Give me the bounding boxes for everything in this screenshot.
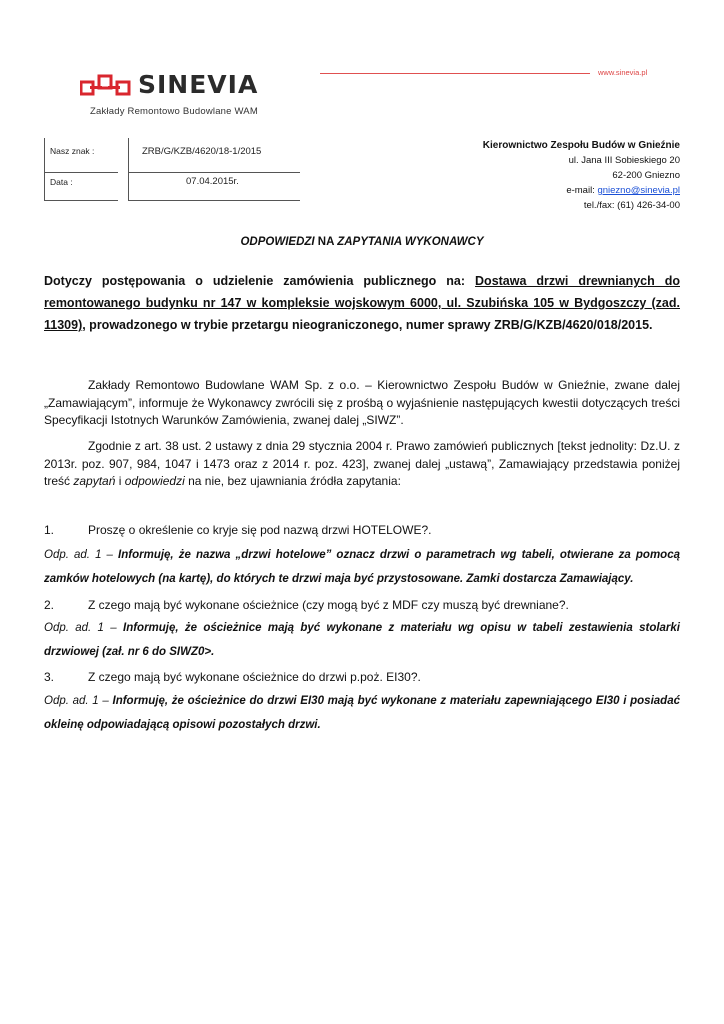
title-part: ZAPYTANIA WYKONAWCY — [337, 236, 484, 248]
question-number: 2. — [44, 598, 55, 612]
address-city: 62-200 Gniezno — [612, 170, 680, 181]
answer-prefix: Odp. ad. 1 – — [44, 622, 123, 634]
our-ref-value: ZRB/G/KZB/4620/18-1/2015 — [142, 146, 262, 157]
question-number: 1. — [44, 523, 55, 537]
legal-text: zapytań — [73, 474, 116, 488]
ref-table-rule — [128, 172, 300, 173]
legal-text: odpowiedzi — [124, 474, 185, 488]
question-text: Proszę o określenie co kryje się pod nazwą drzwi HOTELOWE?. — [88, 523, 432, 537]
ref-table-border-mid — [128, 138, 129, 200]
email-label: e-mail: — [566, 185, 598, 196]
question-item — [44, 597, 680, 614]
subject-rest: , prowadzonego w trybie przetargu nieograniczonego, numer sprawy ZRB/G/KZB/4620/018/2015. — [82, 318, 653, 332]
company-tagline: Zakłady Remontowo Budowlane WAM — [90, 106, 258, 117]
ref-table-border-left — [44, 138, 45, 200]
date-value: 07.04.2015r. — [186, 176, 239, 187]
answer-text: Informuję, że ościeżnice mają być wykonane z materiału wg opisu w tabeli zestawienia stolarki drzwiowej (zał. nr 6 do SIWZ0>. — [44, 622, 681, 658]
title-part: NA — [314, 236, 338, 248]
subject-title: Dostawa drzwi drewnianych do remontowanego budynku nr 147 w kompleksie wojskowym 6000, ul. Szubińska 105 w Bydgoszczy (zad. 11309) — [44, 274, 680, 332]
answer-item — [44, 616, 680, 664]
question-item — [44, 522, 680, 539]
question-item — [44, 669, 680, 686]
answer-prefix: Odp. ad. 1 – — [44, 695, 113, 707]
question-text: Z czego mają być wykonane ościeżnice do drzwi p.poż. EI30?. — [88, 670, 421, 684]
answer-text: Informuję, że nazwa „drzwi hotelowe” oznacz drzwi o parametrach wg tabeli, otwierane za pomocą zamków hotelowych (na kartę), do których te drzwi maja być przystosowane. Zamki dostarcza Zamawiający. — [44, 549, 680, 585]
ref-table-rule — [44, 200, 118, 201]
question-text: Z czego mają być wykonane ościeżnice (czy mogą być z MDF czy muszą być drewniane?. — [88, 598, 569, 612]
question-number: 3. — [44, 670, 55, 684]
answer-item — [44, 543, 680, 591]
answer-item — [44, 689, 680, 737]
address-email-line — [483, 183, 680, 198]
ref-table-rule — [128, 200, 300, 201]
legal-text: i — [115, 474, 125, 488]
legal-paragraph — [44, 438, 680, 491]
title-part: ODPOWIEDZI — [240, 236, 315, 248]
intro-paragraph: Zakłady Remontowo Budowlane WAM Sp. z o.o. – Kierownictwo Zespołu Budów w Gnieźnie, zwane dalej „Zamawiającym”, informuje że Wykonawcy zwrócili się z prośbą o wyjaśnienie następujących kwestii dotyczących treści Specyfikacji Istotnych Warunków Zamówienia, zwanej dalej „SIWZ”. — [44, 378, 680, 427]
website-link[interactable]: www.sinevia.pl — [598, 68, 648, 77]
company-logo — [80, 70, 258, 99]
subject-paragraph — [44, 270, 680, 336]
answer-text: Informuję, że ościeżnice do drzwi EI30 mają być wykonane z materiału zapewniającego EI30 i posiadać okleinę odpowiadającą opisowi pozostałych drzwi. — [44, 695, 680, 731]
document-title — [44, 236, 680, 248]
legal-text: na nie, bez ujawniania źródła zapytania: — [184, 474, 401, 488]
email-link[interactable]: gniezno@sinevia.pl — [597, 185, 680, 196]
ref-table-rule — [44, 172, 118, 173]
address-street: ul. Jana III Sobieskiego 20 — [568, 155, 680, 166]
subject-intro: Dotyczy postępowania o udzielenie zamówienia publicznego na: — [44, 274, 476, 288]
address-phone: tel./fax: (61) 426-34-00 — [583, 200, 680, 211]
answer-prefix: Odp. ad. 1 – — [44, 549, 119, 561]
sinevia-logo-icon — [80, 72, 132, 98]
header-divider — [320, 73, 590, 74]
date-label: Data : — [50, 177, 73, 187]
address-org: Kierownictwo Zespołu Budów w Gnieźnie — [482, 140, 680, 151]
brand-name: SINEVIA — [138, 70, 259, 99]
recipient-address — [483, 138, 680, 213]
legal-text: Zgodnie z art. 38 ust. 2 ustawy z dnia 29 stycznia 2004 r. Prawo zamówień publicznych [tekst jednolity: Dz.U. z 2013r. poz. 907, 984, 1047 i 1473 oraz z 2014 r. poz. 423], zwanej dalej „ustawą”, Zamawiający przedstawia poniżej treść — [44, 439, 680, 488]
our-ref-label: Nasz znak : — [50, 146, 95, 156]
